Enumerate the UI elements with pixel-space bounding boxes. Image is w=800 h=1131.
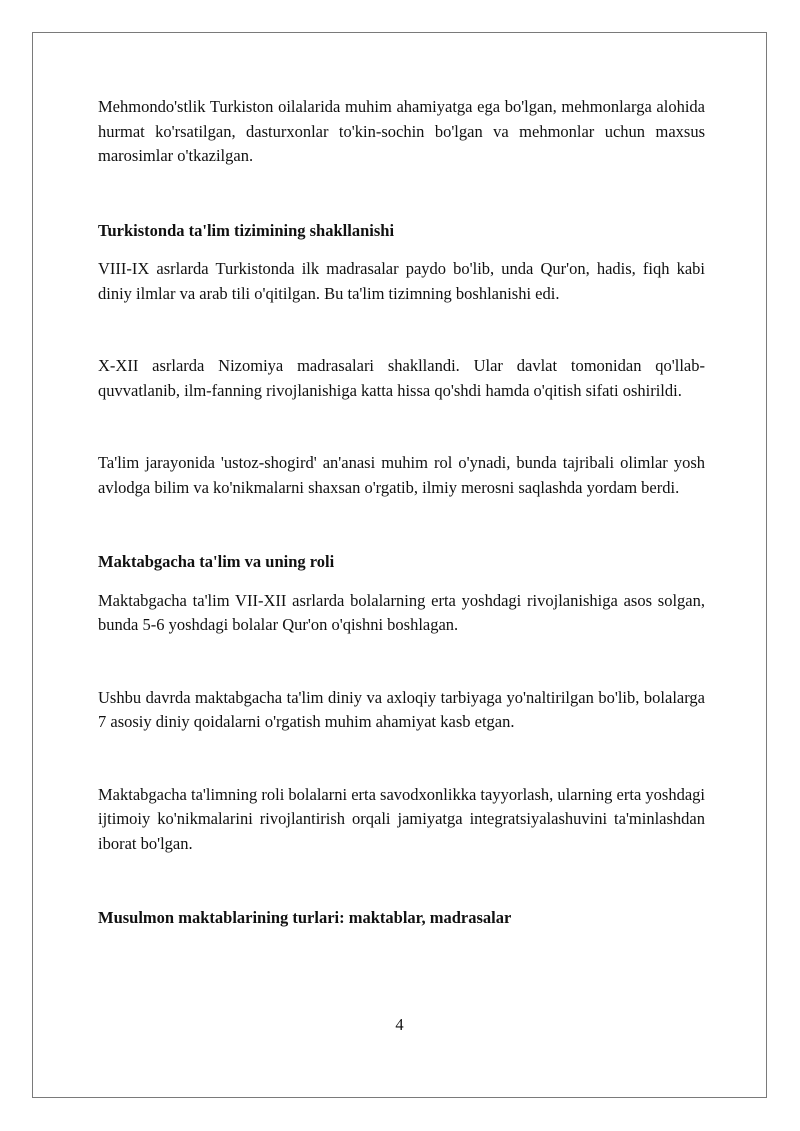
document-page — [32, 32, 767, 1098]
heading-education-system: Turkistonda ta'lim tizimining shakllanishi — [98, 220, 395, 240]
paragraph-preschool-history: Maktabgacha ta'lim VII-XII asrlarda bolalarning erta yoshdagi rivojlanishiga asos solgan, bunda 5-6 yoshdagi bolalar Qur'on o'qishni boshlagan. — [98, 590, 705, 634]
heading-preschool-education: Maktabgacha ta'lim va uning roli — [98, 552, 335, 571]
page-content — [98, 95, 705, 931]
paragraph-nizomiya-madrasas: X-XII asrlarda Nizomiya madrasalari shakllandi. Ular davlat tomonidan qo'llab-quvvatlanib, ilm-fanning rivojlanishiga katta hissa qo'shdi hamda o'qitish sifati oshirildi. — [98, 356, 705, 400]
paragraph-hospitality: Mehmondo'stlik Turkiston oilalarida muhim ahamiyatga ega bo'lgan, mehmonlarga alohida hurmat ko'rsatilgan, dasturxonlar to'kin-sochin bo'lgan va mehmonlar uchun maxsus marosimlar o'tkazilgan. — [98, 97, 705, 165]
paragraph-preschool-religious: Ushbu davrda maktabgacha ta'lim diniy va axloqiy tarbiyaga yo'naltirilgan bo'lib, bolalarga 7 asosiy diniy qoidalarni o'rgatish muhim ahamiyat kasb etgan. — [98, 687, 705, 731]
paragraph-teacher-student: Ta'lim jarayonida 'ustoz-shogird' an'anasi muhim rol o'ynadi, bunda tajribali olimlar yosh avlodga bilim va ko'nikmalarni shaxsan o'rgatib, ilmiy merosni saqlashda yordam berdi. — [98, 453, 705, 497]
paragraph-first-madrasas: VIII-IX asrlarda Turkistonda ilk madrasalar paydo bo'lib, unda Qur'on, hadis, fiqh kabi diniy ilmlar va arab tili o'qitilgan. Bu ta'lim tizimning boshlanishi edi. — [98, 259, 705, 303]
paragraph-preschool-role: Maktabgacha ta'limning roli bolalarni erta savodxonlikka tayyorlash, ularning erta yoshdagi ijtimoiy ko'nikmalarini rivojlantirish orqali jamiyatga integratsiyalashuvini ta'minlashdan iborat bo'lgan. — [98, 784, 705, 853]
heading-muslim-school-types: Musulmon maktablarining turlari: maktablar, madrasalar — [98, 908, 512, 927]
page-number: 4 — [395, 1015, 404, 1034]
